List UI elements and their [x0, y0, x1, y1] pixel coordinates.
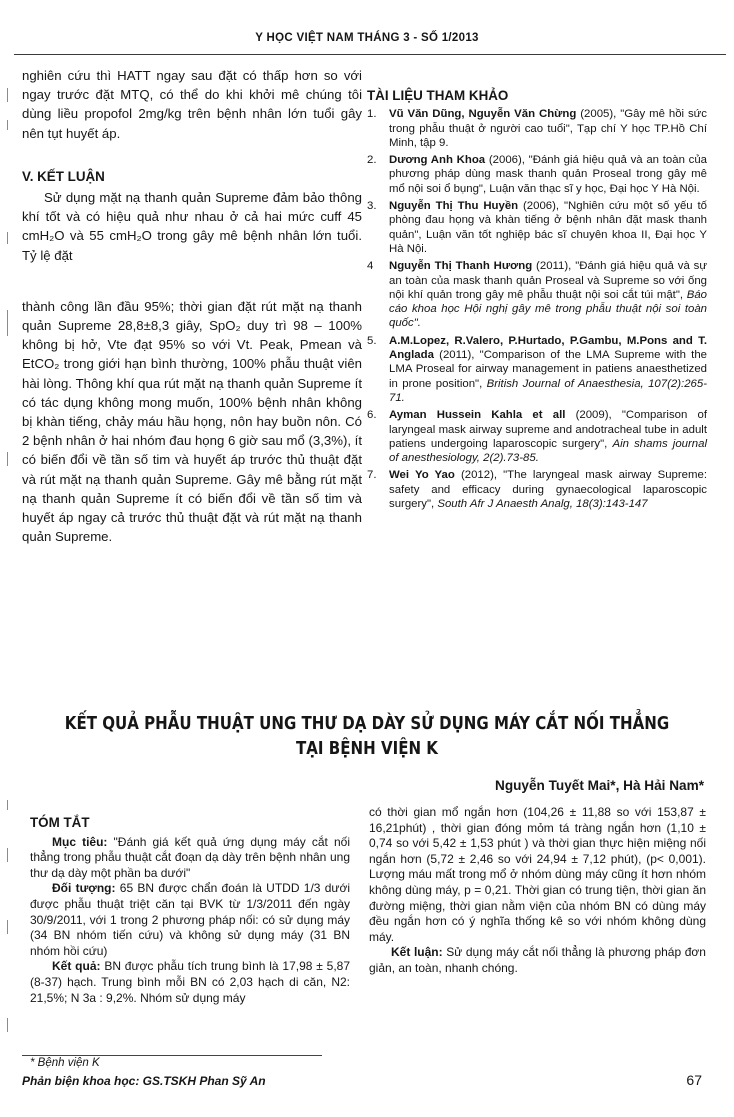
reference-text — [389, 259, 707, 330]
objective-text: "Đánh giá kết quả ứng dụng máy cắt nối thẳng trong phẫu thuật cắt đoạn dạ dày trên bệnh nhân ung thư dạ dày một phần ba dưới" — [30, 834, 350, 880]
reference-item — [367, 408, 707, 465]
footnote-rule — [22, 1055, 322, 1056]
abstract-left — [30, 815, 350, 1006]
reference-text — [389, 334, 707, 405]
reference-item — [367, 334, 707, 405]
reference-item — [367, 153, 707, 196]
reference-item — [367, 107, 707, 150]
header-rule — [14, 54, 726, 55]
conclusion-label: Kết luận: — [391, 945, 443, 960]
column-gap — [22, 265, 362, 297]
conclusion-text: Sử dụng máy cắt nối thẳng là phương pháp đơn giản, an toàn, nhanh chóng. — [369, 945, 706, 975]
reference-authors: Dương Anh Khoa — [389, 154, 486, 167]
margin-mark — [7, 920, 8, 934]
conclusion-paragraph — [369, 945, 706, 976]
reference-details: (2011), "Đánh giá hiệu quả và sự an toàn của mask thanh quản Proseal và Supreme so với ống nội khí quản trong gây mê phẫu thuật nội soi cắt túi mật", — [389, 260, 707, 301]
subjects-label: Đối tượng: — [52, 881, 116, 896]
objective-label: Mục tiêu: — [52, 834, 108, 849]
article-title — [51, 712, 682, 762]
summary-title: TÓM TẮT — [30, 815, 90, 830]
subjects-paragraph — [30, 881, 350, 959]
section-title: V. KẾT LUẬN — [22, 168, 105, 184]
conclusion-paragraph-2: thành công lần đầu 95%; thời gian đặt rút mặt nạ thanh quản Supreme 28,8±8,3 giây, SpO₂ duy trì 98 – 100% không bị hở, Vte đạt 95% so với Vt. Peak, Pmean và EtCO₂ trong giới hạn bình thường, 100% phẫu thuật viên hài lòng. Thông khí qua rút mặt nạ thanh quản Supreme ít có tác dụng không mong muốn, 100% bệnh nhân không bị khàn tiếng, chảy máu hầu họng, nôn hay buồn nôn. Có 2 bệnh nhân ở hai nhóm đau họng 6 giờ sau mổ (3,3%), ít có biến đổi về tần số tim và huyết áp trước thủ thuật đặt và rút mặt nạ thanh quản Supreme. Gây mê bằng rút mặt nạ thanh quản Supreme ít có biến đổi về tần số tim và huyết áp ngay cả trước thủ thuật đặt và rút mặt nạ thanh quản Supreme. — [22, 298, 362, 545]
results-text: BN được phẫu tích trung bình là 17,98 ± 5,87 (8-37) hạch. Trung bình mỗi BN có 2,03 hạch di căn, N2: 21,5%; N 3a : 9,2%. Nhóm sử dụng máy — [30, 959, 351, 1005]
margin-mark — [7, 848, 8, 862]
results-continued: có thời gian mổ ngắn hơn (104,26 ± 11,88 so với 153,87 ± 16,21phút) , thời gian đóng mỏm tá tràng ngắn hơn (1,10 ± 0,74 so với 5,42 ± 1,53 phút ) và thời gian thực hiện miệng nối ngắn hơn (5,72 ± 2,46 so với 24,94 ± 7,12 phút), (p< 0,001). Lượng máu mất trong mổ ở nhóm dùng máy cũng ít hơn nhóm không dùng máy, p = 0,21. Thời gian có trung tiện, thời gian ăn đường miệng, thời gian nằm viện của nhóm BN có dùng máy đều ngắn hơn có ý nghĩa thống kê so với nhóm không dùng máy. — [369, 805, 706, 944]
reference-number: 2. — [367, 154, 377, 167]
reference-number: 5. — [367, 334, 377, 347]
reference-source: South Afr J Anaesth Analg, 18(3):143-147 — [437, 498, 648, 511]
reference-authors: Wei Yo Yao — [389, 469, 455, 482]
results-label: Kết quả: — [52, 959, 101, 974]
conclusion-paragraph-1: Sử dụng mặt nạ thanh quản Supreme đảm bảo thông khí tốt và có hiệu quả như nhau ở cả hai mức cuff 45 cmH₂O và 55 cmH₂O trong gây mê bệnh nhân lớn tuổi. Tỷ lệ đặt — [22, 190, 362, 263]
reference-details: (2009), "Comparison of laryngeal mask airway supreme and andotracheal tube in adult patiens undergoing laparoscopic surgery", — [389, 409, 707, 450]
reference-details: (2011), "Comparison of the LMA Supreme with the LMA Proseal for airway management in patiens anaesthetized in prone position", — [389, 349, 707, 390]
reference-details: (2012), "The laryngeal mask airway Supreme: safety and efficacy during gynaecological laparoscopic surgery", — [389, 469, 707, 511]
reference-authors: A.M.Lopez, R.Valero, P.Hurtado, P.Gambu, M.Pons and T. Anglada — [389, 334, 707, 362]
reference-source: Ain shams journal of anesthesiology, 2(2).73-85. — [389, 437, 707, 465]
reference-source: Báo cáo khoa học Hội nghị gây mê trong phẫu thuật nội soi toàn quốc". — [389, 288, 707, 330]
reference-number: 3. — [367, 200, 377, 213]
reference-item — [367, 259, 707, 330]
reference-authors: Nguyễn Thị Thu Huyền — [389, 200, 519, 213]
margin-mark — [7, 310, 8, 336]
margin-mark — [7, 452, 8, 466]
reference-item — [367, 468, 707, 511]
reference-authors: Nguyễn Thị Thanh Hương — [389, 260, 533, 273]
reference-item — [367, 199, 707, 256]
reference-number: 7. — [367, 469, 377, 482]
left-column — [22, 66, 362, 546]
reference-details: (2006), "Nghiên cứu một số yếu tố phòng đau họng và khàn tiếng ở bệnh nhân đặt mask thanh quản", Luận văn tốt nghiệp bác sĩ chuyên khoa II, Đại học Y Hà Nội. — [389, 200, 707, 255]
references-title: TÀI LIỆU THAM KHẢO — [367, 88, 509, 103]
reference-number: 4 — [367, 260, 374, 273]
margin-mark — [7, 88, 8, 102]
reference-text — [389, 408, 707, 465]
reference-number: 1. — [367, 108, 377, 121]
reference-text — [389, 107, 707, 150]
abstract-right — [369, 805, 706, 977]
article-title-line-2: TẠI BỆNH VIỆN K — [296, 739, 438, 759]
article-authors: Nguyễn Tuyết Mai*, Hà Hải Nam* — [495, 778, 704, 793]
reference-source: British Journal of Anaesthesia, 107(2):265-71. — [389, 377, 707, 404]
page-number: 67 — [686, 1072, 702, 1088]
reference-authors: Vũ Văn Dũng, Nguyễn Văn Chừng — [389, 108, 577, 121]
objective-paragraph — [30, 835, 350, 882]
reviewer-footnote: Phản biện khoa học: GS.TSKH Phan Sỹ An — [22, 1074, 266, 1088]
journal-header: Y HỌC VIỆT NAM THÁNG 3 - SỐ 1/2013 — [255, 32, 479, 44]
margin-mark — [7, 232, 8, 244]
margin-mark — [7, 1018, 8, 1032]
affiliation-footnote: * Bệnh viện K — [30, 1057, 100, 1069]
reference-list — [367, 107, 707, 511]
reference-number: 6. — [367, 409, 377, 422]
margin-mark — [7, 120, 8, 130]
reference-text — [389, 468, 707, 511]
reference-authors: Ayman Hussein Kahla et all — [389, 409, 566, 422]
margin-mark — [7, 800, 8, 810]
reference-text — [389, 199, 707, 256]
reference-details: (2005), "Gây mê hồi sức trong phẫu thuật ở người cao tuổi", Tạp chí Y học TP.Hồ Chí Minh, tập 9. — [389, 108, 707, 149]
discussion-paragraph: nghiên cứu thì HATT ngay sau đặt có thấp hơn so với ngay trước đặt MTQ, có thể do khi khởi mê chúng tôi dùng liều propofol 2mg/kg trên bệnh nhân lớn tuổi gây nên tụt huyết áp. — [22, 68, 362, 141]
article-title-line-1: KẾT QUẢ PHẪU THUẬT UNG THƯ DẠ DÀY SỬ DỤNG MÁY CẮT NỐI THẲNG — [64, 714, 670, 734]
results-paragraph — [30, 959, 350, 1006]
references-column — [367, 89, 707, 514]
reference-details: (2006), "Đánh giá hiệu quả và an toàn của phương pháp dùng mask thanh quản Proseal trong gây mê mổ nội soi ổ bụng", Luận văn thạc sĩ y học, Đại học Y Hà Nội. — [389, 154, 708, 195]
subjects-text: 65 BN được chẩn đoán là UTDD 1/3 dưới được phẫu thuật triệt căn tại BVK từ 1/3/2011 đến ngày 30/9/2011, với 1 trong 2 phương pháp nối: có sử dụng máy (34 BN nhóm tiến cứu) và không sử dụng máy (31 BN nhóm hồi cứu) — [30, 881, 350, 958]
reference-text — [389, 153, 707, 196]
